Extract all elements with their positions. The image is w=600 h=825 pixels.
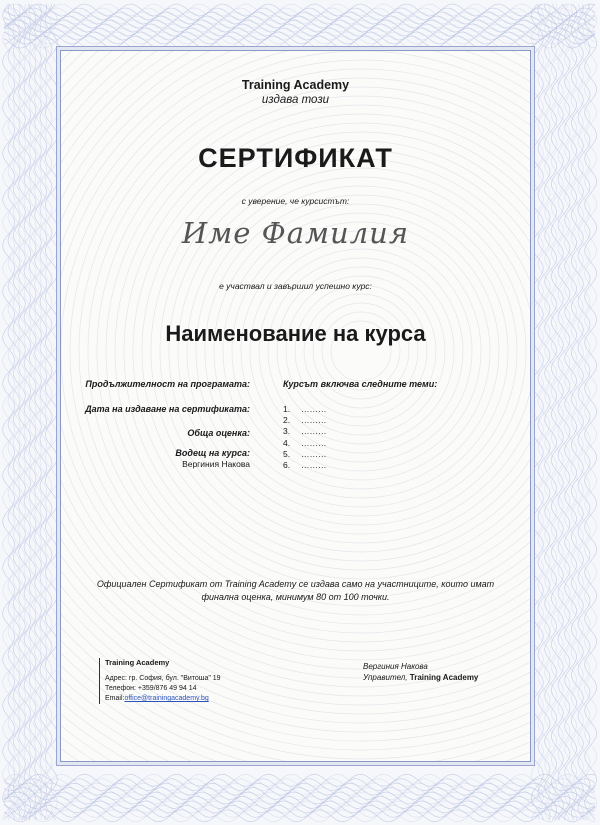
grade-label: Обща оценка: [187,428,250,438]
topic-item: 4. ……… [283,437,327,448]
issue-date-label: Дата на издаване на сертификата: [85,404,250,414]
instructor-label: Водещ на курса: [175,448,250,458]
completed-text: е участвал и завършил успешно курс: [219,281,372,291]
contact-email-row [105,694,221,704]
signatory-name: Вергиния Накова [363,662,428,671]
topic-item: 3. ……… [283,426,327,437]
certificate-body [60,50,531,762]
duration-label: Продължителност на програмата: [85,379,250,389]
student-name: Име Фамилия [181,216,410,250]
topics-list [283,404,327,471]
signature-block [363,661,478,683]
certificate-title: СЕРТИФИКАТ [198,143,393,173]
contact-phone: Телефон: +359/876 49 94 14 [105,685,197,692]
contact-address: Адрес: гр. София, бул. "Витоша" 19 [105,675,221,682]
note-line-2: финална оценка, минимум 80 от 100 точки. [201,592,390,602]
signatory-role: Управител, Training Academy [363,673,479,682]
topics-heading: Курсът включва следните теми: [283,379,438,389]
course-name: Наименование на курса [165,321,426,346]
topic-item: 6. ……… [283,459,327,470]
topic-item: 5. ……… [283,448,327,459]
certify-text: с уверение, че курсистът: [241,196,350,206]
contact-block [99,658,221,704]
topic-item: 1. ……… [283,404,327,414]
contact-org: Training Academy [105,658,170,667]
issues-text: издава този [261,94,330,106]
email-label: Email: [105,695,125,702]
topic-item: 2. ……… [283,415,327,426]
signatory-org: Training Academy [409,673,479,682]
note-line-1: Официален Сертификат от Training Academy се издава само на участниците, които имат [96,579,495,589]
instructor-name: Вергиния Накова [182,459,250,469]
issuer-name: Training Academy [241,78,350,92]
certificate-note [61,578,530,604]
email-link[interactable]: office@trainingacademy.bg [124,695,209,702]
